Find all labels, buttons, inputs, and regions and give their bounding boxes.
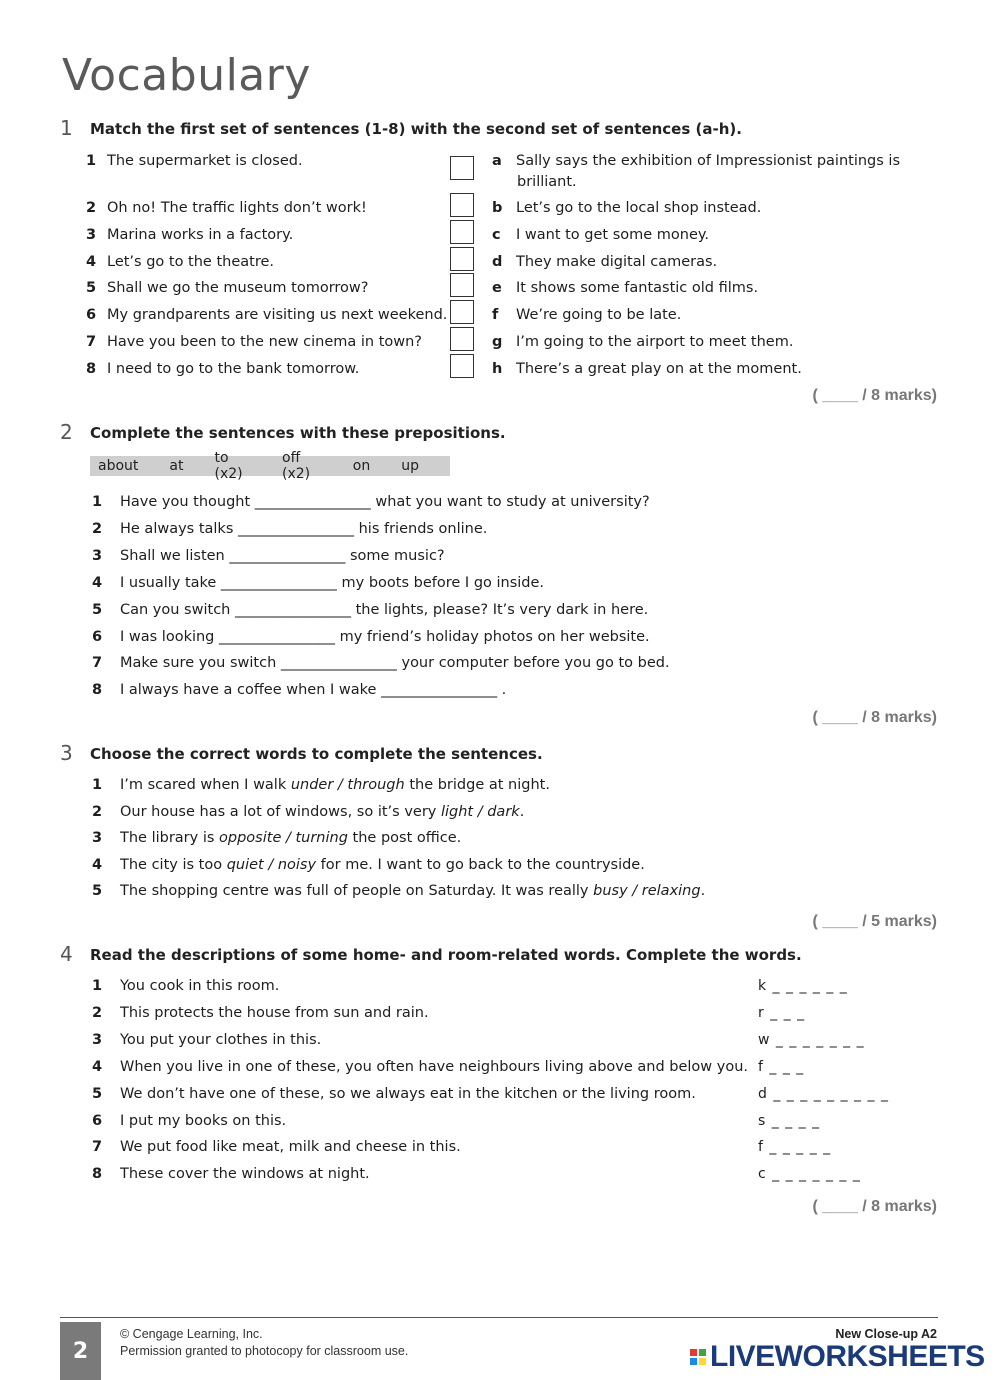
item-text: I’m scared when I walk <box>120 777 291 793</box>
item-text: Shall we listen ________________ some music? <box>120 547 445 564</box>
item-text: It shows some fantastic old films. <box>516 280 759 296</box>
exercise-4-number: 4 <box>60 942 73 966</box>
word-blank[interactable]: d _ _ _ _ _ _ _ _ _ <box>758 1085 889 1102</box>
match-left-item <box>86 280 368 296</box>
item-text: Shall we go the museum tomorrow? <box>107 280 369 296</box>
item-number: 1 <box>92 978 103 994</box>
answer-box[interactable] <box>450 220 474 244</box>
exercise-3-marks: ( ____ / 5 marks) <box>812 913 937 930</box>
match-left-item <box>86 153 303 169</box>
item-number: 1 <box>86 153 97 169</box>
word-blank[interactable]: r _ _ _ <box>758 1004 806 1021</box>
copyright-text: © Cengage Learning, Inc. <box>120 1327 263 1341</box>
item-number: 5 <box>92 883 103 899</box>
item-letter: d <box>492 254 503 270</box>
choice-item <box>92 804 524 820</box>
match-left-item <box>86 227 293 243</box>
item-letter: b <box>492 200 503 216</box>
match-right-item <box>492 227 709 243</box>
word-blank[interactable]: w _ _ _ _ _ _ _ <box>758 1031 865 1048</box>
gap-fill-item <box>92 575 544 591</box>
item-letter: g <box>492 334 503 350</box>
exercise-4-instruction: Read the descriptions of some home- and room-related words. Complete the words. <box>90 946 802 964</box>
word-choice: light / dark <box>440 803 520 820</box>
description-item <box>92 1005 429 1021</box>
item-text: Make sure you switch ________________ your computer before you go to bed. <box>120 655 670 672</box>
word-box-item: up <box>401 458 419 474</box>
item-text-end: the post office. <box>347 830 462 846</box>
item-number: 5 <box>92 1085 103 1102</box>
item-text: I’m going to the airport to meet them. <box>516 334 794 350</box>
liveworksheets-brand[interactable] <box>690 1340 985 1374</box>
word-choice: quiet / noisy <box>226 856 317 873</box>
description-item <box>92 978 279 994</box>
item-number: 4 <box>92 1058 103 1075</box>
answer-box[interactable] <box>450 247 474 271</box>
item-number: 2 <box>92 803 103 820</box>
item-text: When you live in one of these, you often have neighbours living above and below you. <box>120 1058 749 1075</box>
item-text: The shopping centre was full of people on Saturday. It was really <box>120 883 594 899</box>
match-right-item <box>492 334 793 350</box>
footer-divider <box>60 1317 938 1318</box>
answer-box[interactable] <box>450 300 474 324</box>
item-number: 7 <box>86 334 97 350</box>
item-text: We put food like meat, milk and cheese in this. <box>120 1139 461 1156</box>
item-number: 3 <box>92 830 103 846</box>
exercise-2-number: 2 <box>60 420 73 444</box>
item-text: I usually take ________________ my boots before I go inside. <box>120 574 545 591</box>
match-right-item <box>492 361 802 377</box>
word-box-item: to (x2) <box>214 450 243 482</box>
gap-fill-item <box>92 494 650 510</box>
item-text: Our house has a lot of windows, so it’s very <box>120 803 441 820</box>
gap-fill-item <box>92 548 445 564</box>
choice-item <box>92 857 645 873</box>
item-number: 4 <box>86 254 97 270</box>
item-text: Let’s go to the theatre. <box>107 254 274 270</box>
item-number: 2 <box>92 1004 103 1021</box>
exercise-4-marks: ( ____ / 8 marks) <box>812 1198 937 1215</box>
item-text-end: the bridge at night. <box>404 777 550 793</box>
permission-text: Permission granted to photocopy for classroom use. <box>120 1344 409 1358</box>
item-text: This protects the house from sun and rain. <box>120 1004 429 1021</box>
choice-item <box>92 777 550 793</box>
choice-item <box>92 830 461 846</box>
match-right-item <box>492 254 717 270</box>
item-number: 5 <box>86 280 97 296</box>
book-title: New Close-up A2 <box>835 1327 937 1341</box>
description-item <box>92 1032 321 1048</box>
liveworksheets-logo-icon <box>690 1349 706 1365</box>
item-number: 7 <box>92 1139 103 1156</box>
word-blank[interactable]: c _ _ _ _ _ _ _ <box>758 1166 861 1183</box>
item-text: My grandparents are visiting us next weekend. <box>107 307 448 323</box>
item-text-end: for me. I want to go back to the countryside. <box>316 856 645 873</box>
item-letter: e <box>492 280 502 296</box>
item-number: 4 <box>92 856 103 873</box>
word-box <box>90 450 450 482</box>
item-number: 3 <box>92 1031 103 1048</box>
match-right-item <box>492 307 681 323</box>
item-text: The supermarket is closed. <box>107 153 303 169</box>
item-letter: h <box>492 361 503 377</box>
item-text: Marina works in a factory. <box>107 227 294 243</box>
choice-item <box>92 883 705 899</box>
item-letter: a <box>492 153 502 169</box>
page-title: Vocabulary <box>62 50 311 101</box>
exercise-1-number: 1 <box>60 116 73 140</box>
item-text: Have you been to the new cinema in town? <box>107 334 423 350</box>
match-right-item <box>492 200 761 216</box>
word-choice: under / through <box>290 777 405 793</box>
item-text: You cook in this room. <box>120 978 280 994</box>
answer-box[interactable] <box>450 327 474 351</box>
item-number: 8 <box>86 361 97 377</box>
gap-fill-item <box>92 602 648 618</box>
exercise-3-number: 3 <box>60 741 73 765</box>
word-blank[interactable]: k _ _ _ _ _ _ <box>758 978 848 994</box>
description-item <box>92 1166 370 1182</box>
match-left-item <box>86 254 274 270</box>
item-text: Have you thought ________________ what you want to study at university? <box>120 494 650 510</box>
word-box-item: at <box>169 458 184 474</box>
item-number: 6 <box>92 1112 103 1129</box>
gap-fill-item <box>92 655 670 671</box>
item-text: Sally says the exhibition of Impressionist paintings is <box>516 153 901 169</box>
description-item <box>92 1059 748 1075</box>
answer-box[interactable] <box>450 193 474 217</box>
match-right-item <box>492 153 900 169</box>
item-text: We don’t have one of these, so we always eat in the kitchen or the living room. <box>120 1085 696 1102</box>
item-number: 2 <box>86 200 97 216</box>
answer-box[interactable] <box>450 156 474 180</box>
word-choice: busy / relaxing <box>593 883 701 899</box>
item-text: The city is too <box>120 856 227 873</box>
item-number: 3 <box>86 227 97 243</box>
item-number: 8 <box>92 1166 103 1183</box>
item-text: I was looking ________________ my friend’s holiday photos on her website. <box>120 628 650 645</box>
item-text: You put your clothes in this. <box>120 1031 322 1048</box>
item-text: I need to go to the bank tomorrow. <box>107 361 360 377</box>
item-letter: c <box>492 227 501 243</box>
exercise-1-marks: ( ____ / 8 marks) <box>812 387 937 404</box>
item-text-end: . <box>519 803 525 820</box>
item-text: I always have a coffee when I wake ________________ . <box>120 682 507 699</box>
item-text: These cover the windows at night. <box>120 1166 370 1183</box>
item-number: 1 <box>92 777 103 793</box>
item-text: He always talks ________________ his friends online. <box>120 520 488 537</box>
exercise-2-instruction: Complete the sentences with these prepositions. <box>90 424 506 442</box>
word-blank[interactable]: f _ _ _ <box>758 1058 805 1075</box>
item-number: 6 <box>92 628 103 645</box>
item-text: They make digital cameras. <box>516 254 718 270</box>
gap-fill-item <box>92 521 487 537</box>
page-number: 2 <box>60 1322 101 1380</box>
word-box-item: off (x2) <box>282 450 311 482</box>
word-box-item: about <box>98 458 139 474</box>
match-left-item <box>86 200 367 216</box>
word-blank[interactable]: s _ _ _ _ <box>758 1112 821 1129</box>
gap-fill-item <box>92 682 506 698</box>
item-number: 3 <box>92 547 103 564</box>
item-number: 1 <box>92 494 103 510</box>
item-number: 6 <box>86 307 97 323</box>
item-text: Let’s go to the local shop instead. <box>516 200 762 216</box>
exercise-1-instruction: Match the first set of sentences (1-8) with the second set of sentences (a-h). <box>90 120 742 138</box>
gap-fill-item <box>92 629 650 645</box>
item-text-continued: brilliant. <box>517 174 577 190</box>
item-text: Oh no! The traffic lights don’t work! <box>107 200 367 216</box>
match-right-item <box>492 280 758 296</box>
word-box-item: on <box>352 458 371 474</box>
item-text: The library is <box>120 830 220 846</box>
item-text-end: . <box>700 883 706 899</box>
item-number: 8 <box>92 682 103 699</box>
item-text: We’re going to be late. <box>516 307 682 323</box>
description-item <box>92 1086 696 1102</box>
answer-box[interactable] <box>450 273 474 297</box>
exercise-3-instruction: Choose the correct words to complete the sentences. <box>90 745 543 763</box>
word-choice: opposite / turning <box>219 830 348 846</box>
item-number: 7 <box>92 655 103 672</box>
match-left-item <box>86 334 422 350</box>
item-number: 4 <box>92 574 103 591</box>
description-item <box>92 1113 286 1129</box>
exercise-2-marks: ( ____ / 8 marks) <box>812 709 937 726</box>
item-letter: f <box>492 307 499 323</box>
item-number: 2 <box>92 520 103 537</box>
item-text: I put my books on this. <box>120 1112 287 1129</box>
item-text: I want to get some money. <box>516 227 710 243</box>
description-item <box>92 1139 461 1155</box>
item-text: There’s a great play on at the moment. <box>516 361 802 377</box>
answer-box[interactable] <box>450 354 474 378</box>
match-left-item <box>86 361 359 377</box>
word-blank[interactable]: f _ _ _ _ _ <box>758 1139 832 1156</box>
match-left-item <box>86 307 447 323</box>
item-text: Can you switch ________________ the lights, please? It’s very dark in here. <box>120 601 649 618</box>
liveworksheets-wordmark: LIVEWORKSHEETS <box>710 1340 985 1373</box>
item-number: 5 <box>92 601 103 618</box>
